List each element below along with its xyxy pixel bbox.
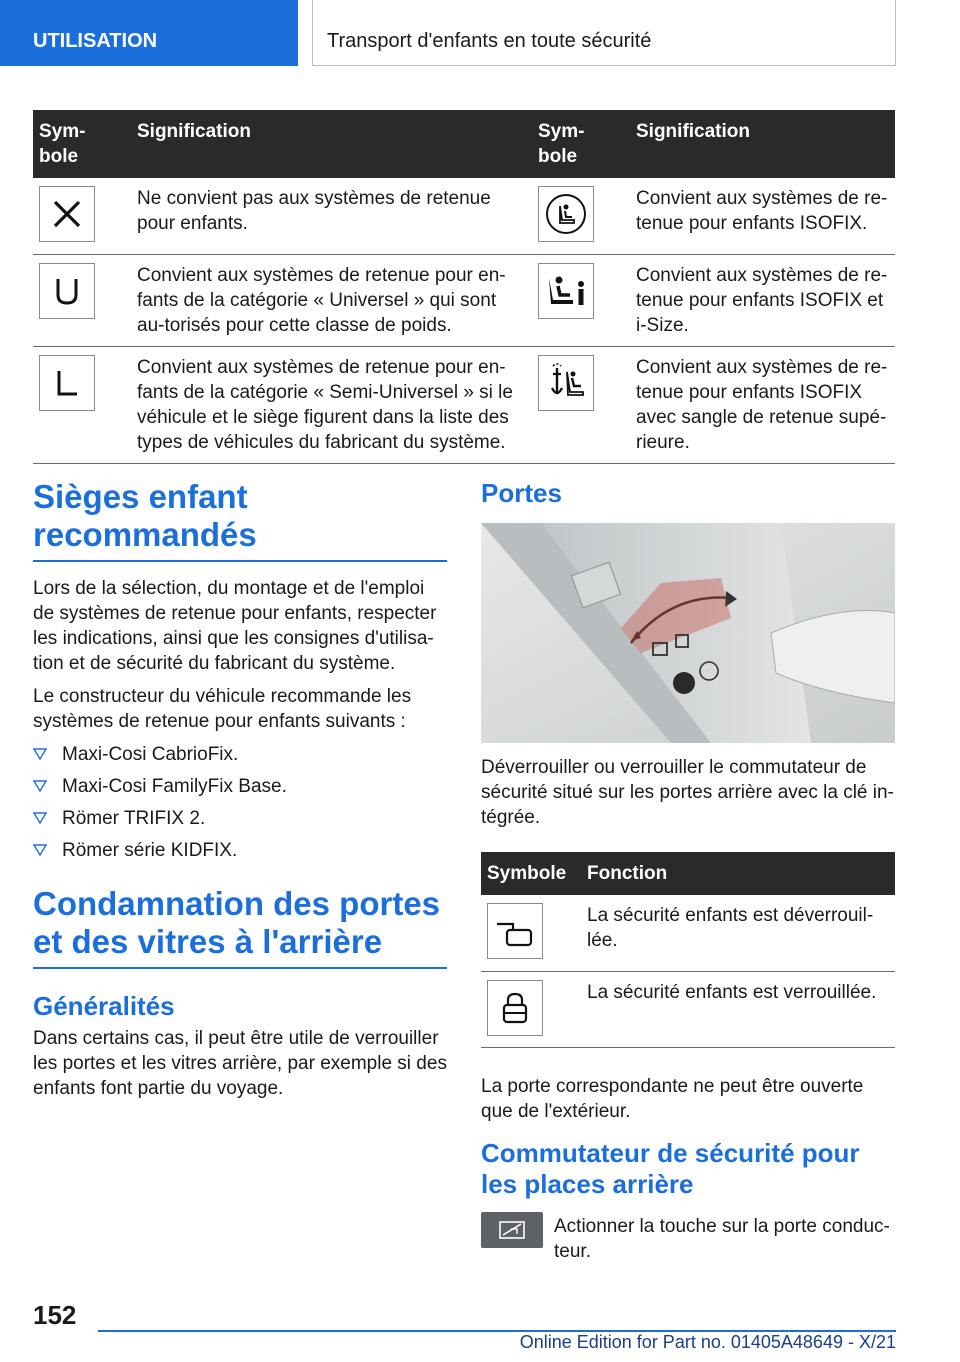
button-instruction: [481, 1212, 895, 1264]
photo-caption: Déverrouiller ou verrouiller le commutateur de sécurité situé sur les portes arrière avec la clé in-tégrée.: [481, 757, 894, 828]
edition-text: Online Edition for Part no. 01405A48649 - X/21: [519, 1332, 896, 1352]
table-row: [481, 971, 895, 1047]
left-column: [33, 478, 447, 1109]
heading-door-lock: Condamnation des portes et des vitres à l'arrière: [33, 885, 447, 969]
triangle-bullet-icon: [33, 780, 47, 792]
header-function: Fonction: [581, 852, 895, 895]
list-item: Maxi-Cosi CabrioFix.: [33, 742, 447, 767]
triangle-bullet-icon: [33, 812, 47, 824]
unlocked-icon: [487, 903, 543, 959]
header-meaning: Signification: [131, 110, 532, 178]
page-header: [0, 0, 960, 66]
recommended-list: [33, 742, 447, 863]
row-text: Convient aux systèmes de re-tenue pour enfants ISOFIX avec sangle de retenue supé-rieure.: [630, 346, 895, 463]
table-row: [33, 346, 895, 463]
right-column: [481, 478, 895, 1264]
subheading-general: Généralités: [33, 991, 175, 1021]
cross-icon: [39, 186, 95, 242]
heading-recommended-seats: Sièges enfant recommandés: [33, 478, 447, 562]
paragraph: La porte correspondante ne peut être ouverte que de l'extérieur.: [481, 1075, 864, 1122]
table-row: [33, 178, 895, 254]
subheading-rear-switch: Commutateur de sécurité pour les places arrière: [481, 1137, 860, 1199]
lock-symbol-table: [481, 852, 895, 1048]
button-text: Actionner la touche sur la porte conduc-teur.: [554, 1215, 890, 1262]
triangle-bullet-icon: [33, 844, 47, 856]
table-header-row: [33, 110, 895, 178]
letter-l-icon: [39, 355, 95, 411]
row-text: La sécurité enfants est déverrouil-lée.: [581, 895, 895, 971]
header-symbol: Sym- bole: [532, 110, 630, 178]
paragraph: Dans certains cas, il peut être utile de verrouiller les portes et les vitres arrière, par exemple si des enfants font partie du voyage.: [33, 1028, 447, 1099]
symbol-table: [33, 110, 895, 464]
heading-doors: Portes: [481, 478, 562, 508]
header-symbol: Sym- bole: [33, 110, 131, 178]
paragraph: Lors de la sélection, du montage et de l'emploi de systèmes de retenue pour enfants, respecter les indications, ainsi que les consignes d'utilisa-tion et de sécurité du fabricant du système.: [33, 578, 437, 674]
row-text: Convient aux systèmes de retenue pour en-fants de la catégorie « Semi-Universel » si le véhicule et le siège figurent dans la liste des types de véhicules du fabricant du système.: [131, 346, 532, 463]
page-number: 152: [33, 1300, 77, 1330]
table-row: [33, 254, 895, 346]
row-text: Convient aux systèmes de re-tenue pour enfants ISOFIX et i-Size.: [630, 254, 895, 346]
row-text: La sécurité enfants est verrouillée.: [581, 971, 895, 1047]
chapter-title: Transport d'enfants en toute sécurité: [312, 0, 896, 66]
isize-seat-icon: [538, 263, 594, 319]
list-item: Maxi-Cosi FamilyFix Base.: [33, 774, 447, 799]
header-meaning: Signification: [630, 110, 895, 178]
table-row: [481, 895, 895, 971]
isofix-tether-icon: [538, 355, 594, 411]
row-text: Ne convient pas aux systèmes de retenue pour enfants.: [131, 178, 532, 254]
triangle-bullet-icon: [33, 748, 47, 760]
locked-icon: [487, 980, 543, 1036]
isofix-seat-icon: [538, 186, 594, 242]
section-label: UTILISATION: [0, 0, 298, 66]
paragraph: Le constructeur du véhicule recommande les systèmes de retenue pour enfants suivants :: [33, 686, 412, 732]
list-item: Römer TRIFIX 2.: [33, 806, 447, 831]
header-symbol: Symbole: [481, 852, 581, 895]
door-lock-photo: [481, 523, 895, 743]
table-header-row: [481, 852, 895, 895]
window-lock-button-icon: [481, 1212, 543, 1248]
letter-u-icon: [39, 263, 95, 319]
list-item: Römer série KIDFIX.: [33, 838, 447, 863]
row-text: Convient aux systèmes de re-tenue pour enfants ISOFIX.: [630, 178, 895, 254]
row-text: Convient aux systèmes de retenue pour en-fants de la catégorie « Universel » qui sont au-torisés pour cette classe de poids.: [131, 254, 532, 346]
